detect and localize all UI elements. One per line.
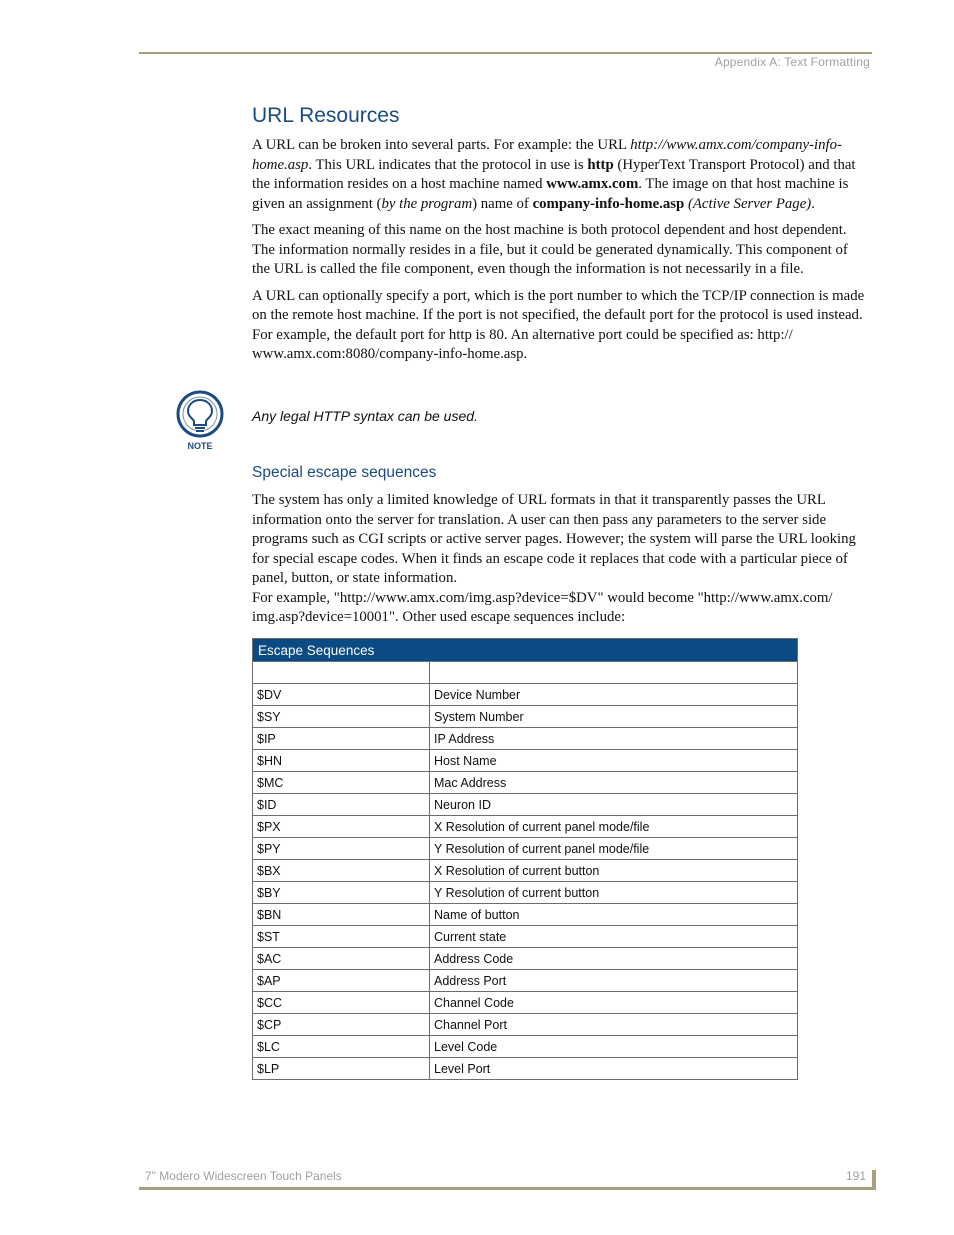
running-header: Appendix A: Text Formatting <box>714 55 870 69</box>
escape-description-cell: Current state <box>430 926 798 948</box>
escape-description-cell: Address Port <box>430 970 798 992</box>
escape-code-cell: $PX <box>253 816 430 838</box>
table-row <box>253 728 798 750</box>
escape-description-cell: Channel Port <box>430 1014 798 1036</box>
note-callout <box>172 388 872 458</box>
escape-code-cell: $PY <box>253 838 430 860</box>
escape-code-cell: $LP <box>253 1058 430 1080</box>
escape-code-cell: $ST <box>253 926 430 948</box>
lightbulb-note-icon <box>172 388 228 452</box>
table-header: Escape Sequences <box>253 639 798 662</box>
escape-description-cell: X Resolution of current panel mode/file <box>430 816 798 838</box>
table-row <box>253 838 798 860</box>
footer-product-name: 7" Modero Widescreen Touch Panels <box>145 1169 342 1183</box>
table-row <box>253 1058 798 1080</box>
escape-code-cell: $ID <box>253 794 430 816</box>
url-resources-section <box>252 104 868 372</box>
table-body <box>253 662 798 1080</box>
table-row <box>253 772 798 794</box>
escape-code-cell: $CC <box>253 992 430 1014</box>
table-row <box>253 1036 798 1058</box>
escape-description-cell: Y Resolution of current button <box>430 882 798 904</box>
escape-code-cell <box>253 662 430 684</box>
paragraph-url-parts: A URL can be broken into several parts. For example: the URL http://www.amx.com/company-info-home.asp. This URL indicates that the protocol in use is http (HyperText Transport Protocol) and that the information resides on a host machine named www.amx.com. The image on that host machine is given an assignment (by the program) name of company-info-home.asp (Active Server Page). <box>252 137 856 212</box>
escape-code-cell: $MC <box>253 772 430 794</box>
table-header-row <box>253 639 798 662</box>
escape-code-cell: $SY <box>253 706 430 728</box>
table-row <box>253 882 798 904</box>
paragraph-port: A URL can optionally specify a port, which is the port number to which the TCP/IP connection is made on the remote host machine. If the port is not specified, the default port for the protocol is used instead. For example, the default port for http is 80. An alternative port could be specified as: http:// www.amx.com:8080/company-info-home.asp. <box>252 287 865 362</box>
note-icon-label: NOTE <box>187 441 213 451</box>
escape-code-cell: $DV <box>253 684 430 706</box>
escape-code-cell: $AP <box>253 970 430 992</box>
table-row <box>253 816 798 838</box>
footer-rule <box>139 1187 872 1190</box>
table-row <box>253 948 798 970</box>
example-url: http://www.amx.com/company-info-home.asp <box>252 137 842 173</box>
escape-description-cell: Y Resolution of current panel mode/file <box>430 838 798 860</box>
escape-description-cell: Mac Address <box>430 772 798 794</box>
table-row <box>253 926 798 948</box>
paragraph-escape-example: For example, "http://www.amx.com/img.asp?device=$DV" would become "http://www.amx.com/ img.asp?device=10001". Other used escape sequences include: <box>252 589 833 625</box>
paragraph-escape-intro: The system has only a limited knowledge of URL formats in that it transparently passes the URL information onto the server for translation. A user can then pass any parameters to the server side programs such as CGI scripts or active server pages. However; the system will parse the URL looking for special escape codes. When it finds an escape code it replaces that code with a particular piece of panel, button, or state information. <box>252 492 856 586</box>
table-row <box>253 750 798 772</box>
escape-description-cell: Level Code <box>430 1036 798 1058</box>
escape-description-cell: Device Number <box>430 684 798 706</box>
page-number: 191 <box>846 1169 867 1183</box>
escape-description-cell: Address Code <box>430 948 798 970</box>
escape-description-cell: X Resolution of current button <box>430 860 798 882</box>
escape-code-cell: $BY <box>253 882 430 904</box>
table-row <box>253 904 798 926</box>
escape-code-cell: $AC <box>253 948 430 970</box>
escape-code-cell: $IP <box>253 728 430 750</box>
escape-description-cell: Name of button <box>430 904 798 926</box>
escape-sequences-section <box>252 491 868 628</box>
escape-code-cell: $BN <box>253 904 430 926</box>
section-subtitle: Special escape sequences <box>252 464 437 481</box>
note-text: Any legal HTTP syntax can be used. <box>252 408 478 424</box>
escape-code-cell: $HN <box>253 750 430 772</box>
header-rule <box>139 52 872 54</box>
table-row <box>253 860 798 882</box>
escape-description-cell: Neuron ID <box>430 794 798 816</box>
escape-sequences-table <box>252 638 798 1080</box>
table-row <box>253 1014 798 1036</box>
table-row <box>253 794 798 816</box>
table-row <box>253 684 798 706</box>
escape-code-cell: $LC <box>253 1036 430 1058</box>
table-row <box>253 706 798 728</box>
table-row <box>253 992 798 1014</box>
escape-description-cell: Level Port <box>430 1058 798 1080</box>
page-title: URL Resources <box>252 104 400 127</box>
escape-description-cell: Host Name <box>430 750 798 772</box>
table-row <box>253 970 798 992</box>
escape-description-cell: IP Address <box>430 728 798 750</box>
escape-description-cell: Channel Code <box>430 992 798 1014</box>
footer-tick <box>872 1170 876 1190</box>
escape-description-cell: System Number <box>430 706 798 728</box>
escape-code-cell: $BX <box>253 860 430 882</box>
paragraph-file-component: The exact meaning of this name on the host machine is both protocol dependent and host dependent. The information normally resides in a file, but it could be generated dynamically. This component of the URL is called the file component, even though the information is not necessarily in a file. <box>252 222 848 277</box>
table-row <box>253 662 798 684</box>
escape-description-cell <box>430 662 798 684</box>
escape-code-cell: $CP <box>253 1014 430 1036</box>
